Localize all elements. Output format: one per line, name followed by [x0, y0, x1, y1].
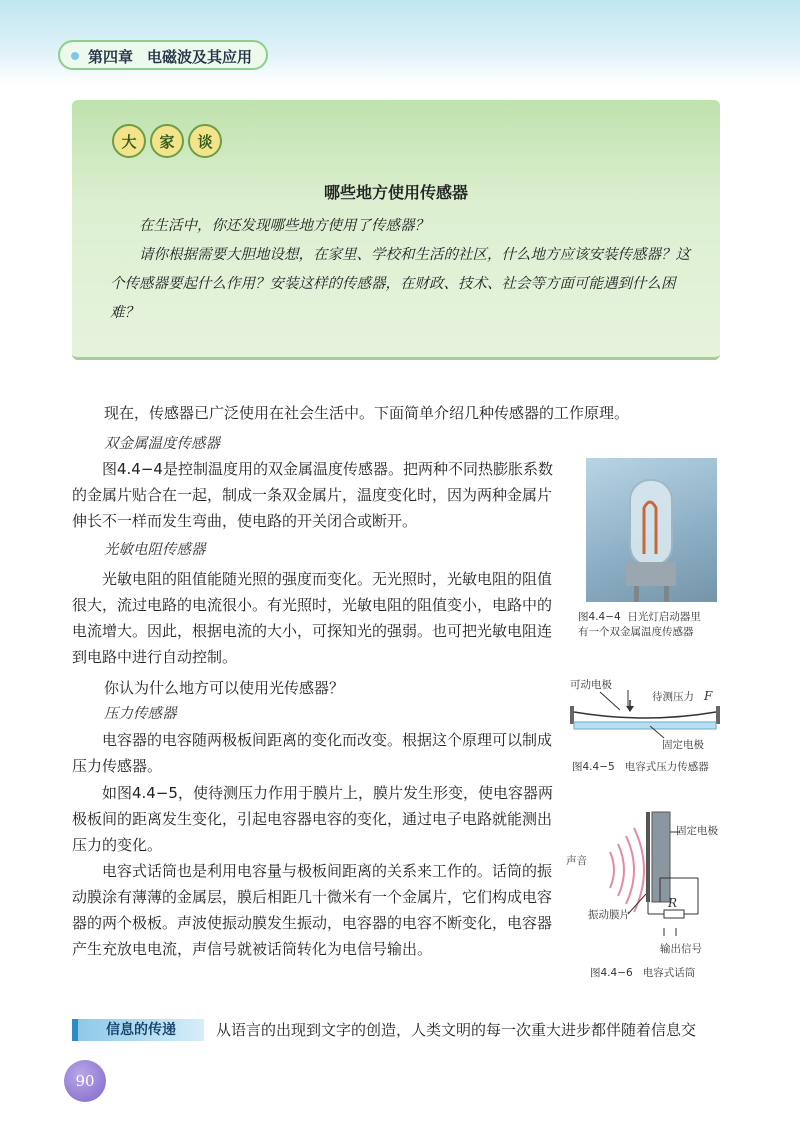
- photoresistor-paragraph: 光敏电阻的阻值能随光照的强度而变化。无光照时，光敏电阻的阻值很大，流过电路的电流很小。有光照时，光敏电阻的阻值变小，电路中的电流增大。因此，根据电流的大小，可探知光的强弱。也可把光敏电阻连到电路中进行自动控制。: [72, 570, 553, 666]
- bullet-icon: [71, 52, 79, 60]
- pressure-paragraph-1: 电容器的电容随两极板间距离的变化而改变。根据这个原理可以制成压力传感器。: [72, 731, 553, 775]
- footer-text: 从语言的出现到文字的创造，人类文明的每一次重大进步都伴随着信息交: [216, 1021, 697, 1039]
- microphone-diagram: [560, 808, 730, 958]
- chapter-title: 电磁波及其应用: [147, 48, 253, 66]
- chapter-header: [58, 40, 268, 70]
- fig6-caption-text: 电容式话筒: [642, 967, 696, 979]
- fig5-caption: [572, 760, 732, 775]
- discussion-badges: [112, 124, 222, 158]
- fig5-label-F: F: [704, 689, 713, 703]
- intro-paragraph: 现在，传感器已广泛使用在社会生活中。下面简单介绍几种传感器的工作原理。: [104, 404, 630, 422]
- fig5-label-force: 待测压力: [652, 691, 694, 703]
- fig6-label-sound: 声音: [566, 855, 587, 867]
- discussion-title: 哪些地方使用传感器: [323, 183, 468, 202]
- discussion-paragraph: 请你根据需要大胆地设想，在家里、学校和生活的社区，什么地方应该安装传感器？这个传感器要起什么作用？安装这样的传感器，在财政、技术、社会等方面可能遇到什么困难？: [110, 247, 690, 321]
- fig4-caption-number: 图4.4−4: [578, 611, 621, 623]
- badge-char: 谈: [188, 124, 222, 158]
- pressure-paragraph-2: 如图4.4−5，使待测压力作用于膜片上，膜片发生形变，使电容器两极板间的距离发生变化，引起电容器电容的变化，通过电子电路就能测出压力的变化。: [72, 784, 553, 854]
- fig6-label-membrane: 振动膜片: [588, 909, 630, 921]
- starter-bulb-icon: [586, 458, 717, 602]
- fig5-label-movable-electrode: 可动电极: [570, 679, 612, 691]
- microphone-paragraph: 电容式话筒也是利用电容量与极板间距离的关系来工作的。话筒的振动膜涂有薄薄的金属层，膜后相距几十微米有一个金属片，它们构成电容器的两个极板。声波使振动膜发生振动，电容器的电容不断变化，电容器产生充放电电流，声信号就被话筒转化为电信号输出。: [72, 862, 553, 958]
- chapter-number: 第四章: [88, 48, 134, 66]
- fig5-caption-number: 图4.4−5: [572, 761, 615, 773]
- page-number: 90: [64, 1060, 106, 1102]
- bimetal-paragraph: 图4.4−4是控制温度用的双金属温度传感器。把两种不同热膨胀系数的金属片贴合在一起，制成一条双金属片，温度变化时，因为两种金属片伸长不一样而发生弯曲，使电路的开关闭合或断开。: [72, 460, 553, 530]
- fig4-caption-line1: 日光灯启动器里: [627, 611, 701, 623]
- fig6-label-R: R: [668, 896, 678, 910]
- fig4-caption: [578, 610, 728, 640]
- fig6-label-output: 输出信号: [660, 943, 702, 955]
- fig6-label-fixed-electrode: 固定电极: [676, 825, 718, 837]
- fig5-caption-text: 电容式压力传感器: [624, 761, 709, 773]
- section-title-bimetal: 双金属温度传感器: [104, 436, 220, 452]
- badge-char: 家: [150, 124, 184, 158]
- fig4-caption-line2: 有一个双金属温度传感器: [578, 626, 694, 638]
- discussion-paragraph: 在生活中，你还发现哪些地方使用了传感器？: [139, 218, 429, 234]
- discussion-box: [72, 100, 720, 360]
- info-transfer-tag: 信息的传递: [72, 1019, 204, 1041]
- question-text: 你认为什么地方可以使用光传感器？: [104, 679, 345, 697]
- section-title-photoresistor: 光敏电阻传感器: [104, 542, 206, 558]
- section-title-pressure: 压力传感器: [104, 706, 177, 722]
- fig6-caption: [590, 966, 730, 981]
- starter-photo: [586, 458, 717, 602]
- badge-char: 大: [112, 124, 146, 158]
- fig6-caption-number: 图4.4−6: [590, 967, 633, 979]
- fig5-label-fixed-electrode: 固定电极: [662, 739, 704, 751]
